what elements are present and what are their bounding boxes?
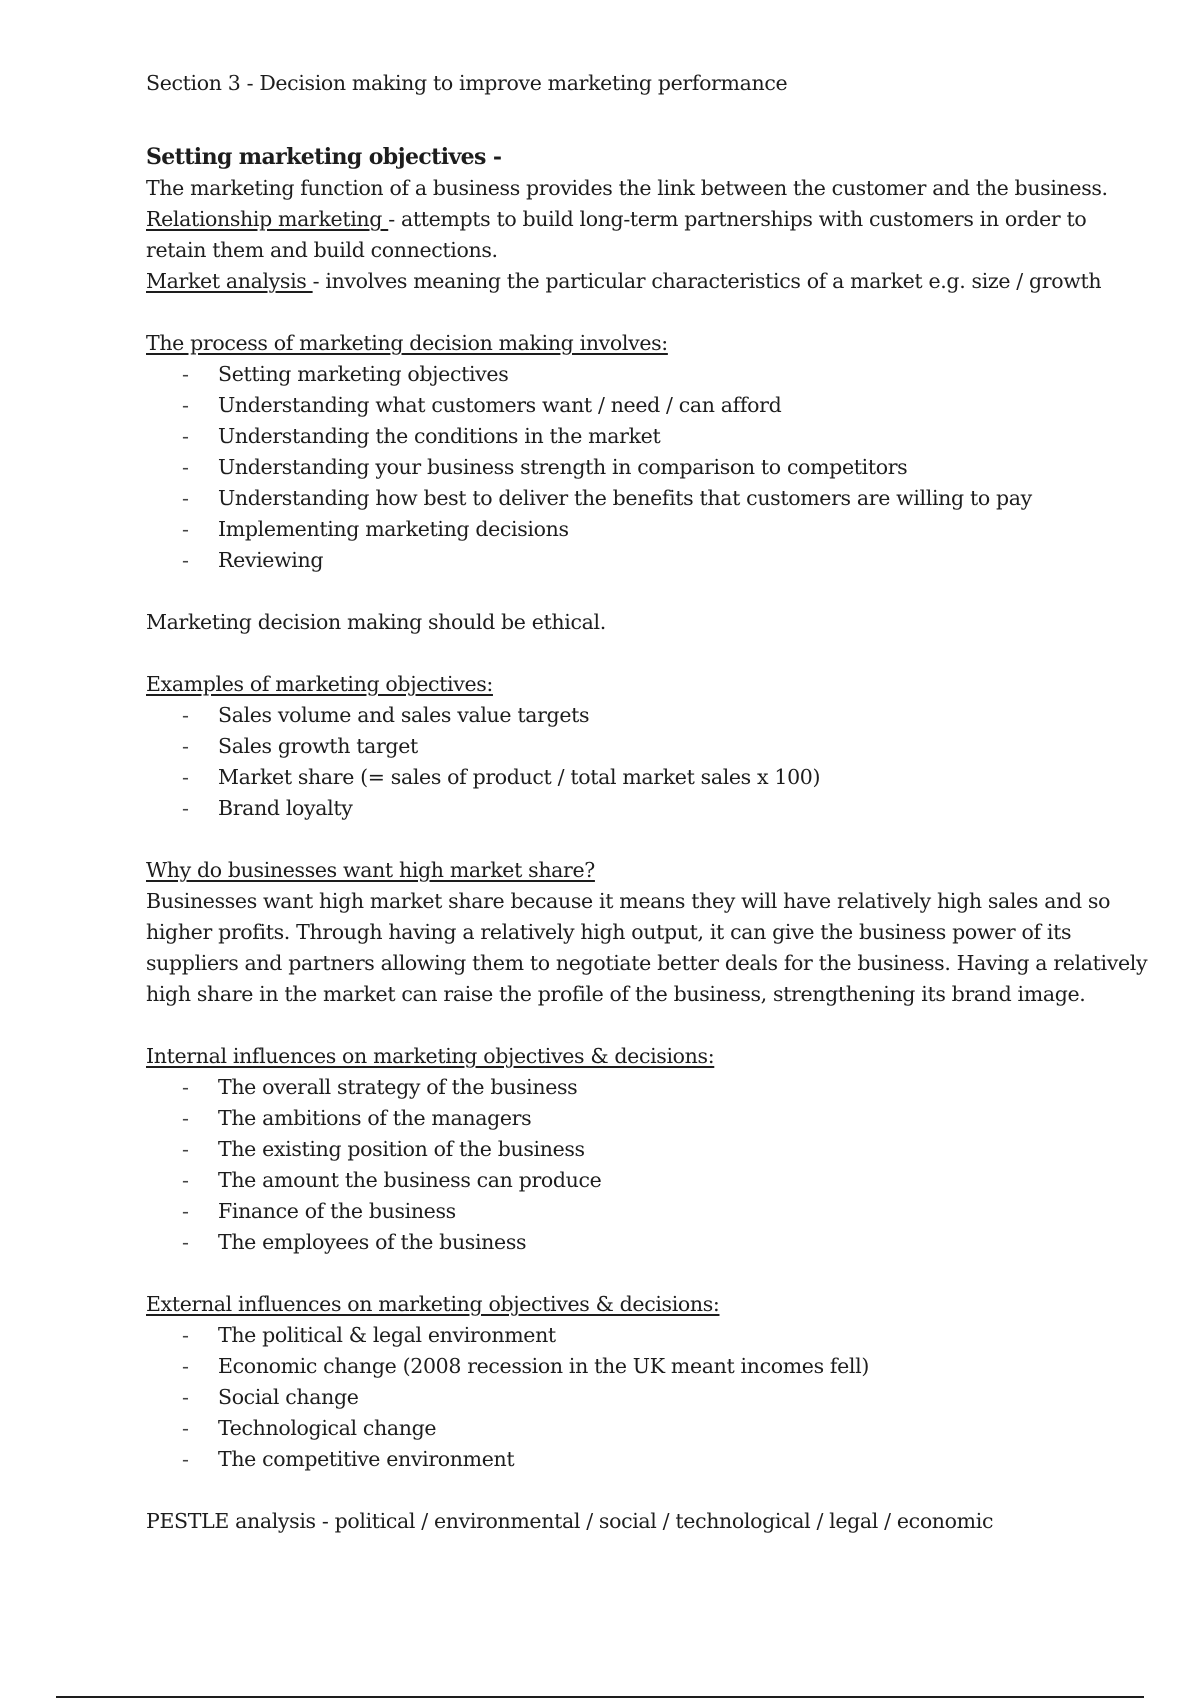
process-list [146,359,1076,576]
market-share-heading: Why do businesses want high market share? [146,858,595,882]
list-item: - Brand loyalty [146,793,1076,824]
list-item: - The political & legal environment [146,1320,1076,1351]
list-item: - Sales volume and sales value targets [146,700,1076,731]
market-analysis-term: Market analysis [146,269,313,293]
intro-line: The marketing function of a business provides the link between the customer and the business. [146,176,1108,200]
list-item: - Understanding the conditions in the market [146,421,1076,452]
list-item: - Social change [146,1382,1076,1413]
market-analysis-line [146,266,1102,297]
list-item: - Reviewing [146,545,1076,576]
pestle-line: PESTLE analysis - political / environmental / social / technological / legal / economic [146,1509,994,1533]
market-share-line-3: suppliers and partners allowing them to negotiate better deals for the business. Having a relatively [146,951,1148,975]
list-item: - The employees of the business [146,1227,1076,1258]
examples-heading: Examples of marketing objectives: [146,672,493,696]
market-share-line-4: high share in the market can raise the profile of the business, strengthening its brand image. [146,982,1086,1006]
list-item: - The overall strategy of the business [146,1072,1076,1103]
list-item: - Understanding what customers want / need / can afford [146,390,1076,421]
list-item: - Implementing marketing decisions [146,514,1076,545]
relationship-marketing-line1 [146,204,1087,235]
main-heading: Setting marketing objectives - [146,144,502,170]
list-item: - Economic change (2008 recession in the UK meant incomes fell) [146,1351,1076,1382]
examples-list [146,700,1076,824]
process-heading: The process of marketing decision making involves: [146,331,668,355]
market-share-line-2: higher profits. Through having a relatively high output, it can give the business power of its [146,920,1072,944]
document-page [146,68,1148,1537]
market-analysis-definition: - involves meaning the particular characteristics of a market e.g. size / growth [312,269,1102,293]
list-item: - Understanding how best to deliver the benefits that customers are willing to pay [146,483,1076,514]
relationship-marketing-term: Relationship marketing [146,207,389,231]
section-title: Section 3 - Decision making to improve marketing performance [146,71,788,95]
list-item: - Understanding your business strength in comparison to competitors [146,452,1076,483]
list-item: - Technological change [146,1413,1076,1444]
external-influences-list [146,1320,1076,1475]
market-share-line-1: Businesses want high market share because it means they will have relatively high sales and so [146,889,1111,913]
list-item: - The amount the business can produce [146,1165,1076,1196]
list-item: - Sales growth target [146,731,1076,762]
list-item: - Market share (= sales of product / total market sales x 100) [146,762,1076,793]
ethical-note: Marketing decision making should be ethical. [146,610,606,634]
bottom-divider [56,1696,1144,1698]
list-item: - Setting marketing objectives [146,359,1076,390]
internal-influences-heading: Internal influences on marketing objectives & decisions: [146,1044,715,1068]
list-item: - The competitive environment [146,1444,1076,1475]
internal-influences-list [146,1072,1076,1258]
relationship-marketing-line2: retain them and build connections. [146,238,498,262]
list-item: - The existing position of the business [146,1134,1076,1165]
relationship-marketing-definition: - attempts to build long-term partnerships with customers in order to [388,207,1087,231]
list-item: - Finance of the business [146,1196,1076,1227]
external-influences-heading: External influences on marketing objectives & decisions: [146,1292,720,1316]
list-item: - The ambitions of the managers [146,1103,1076,1134]
